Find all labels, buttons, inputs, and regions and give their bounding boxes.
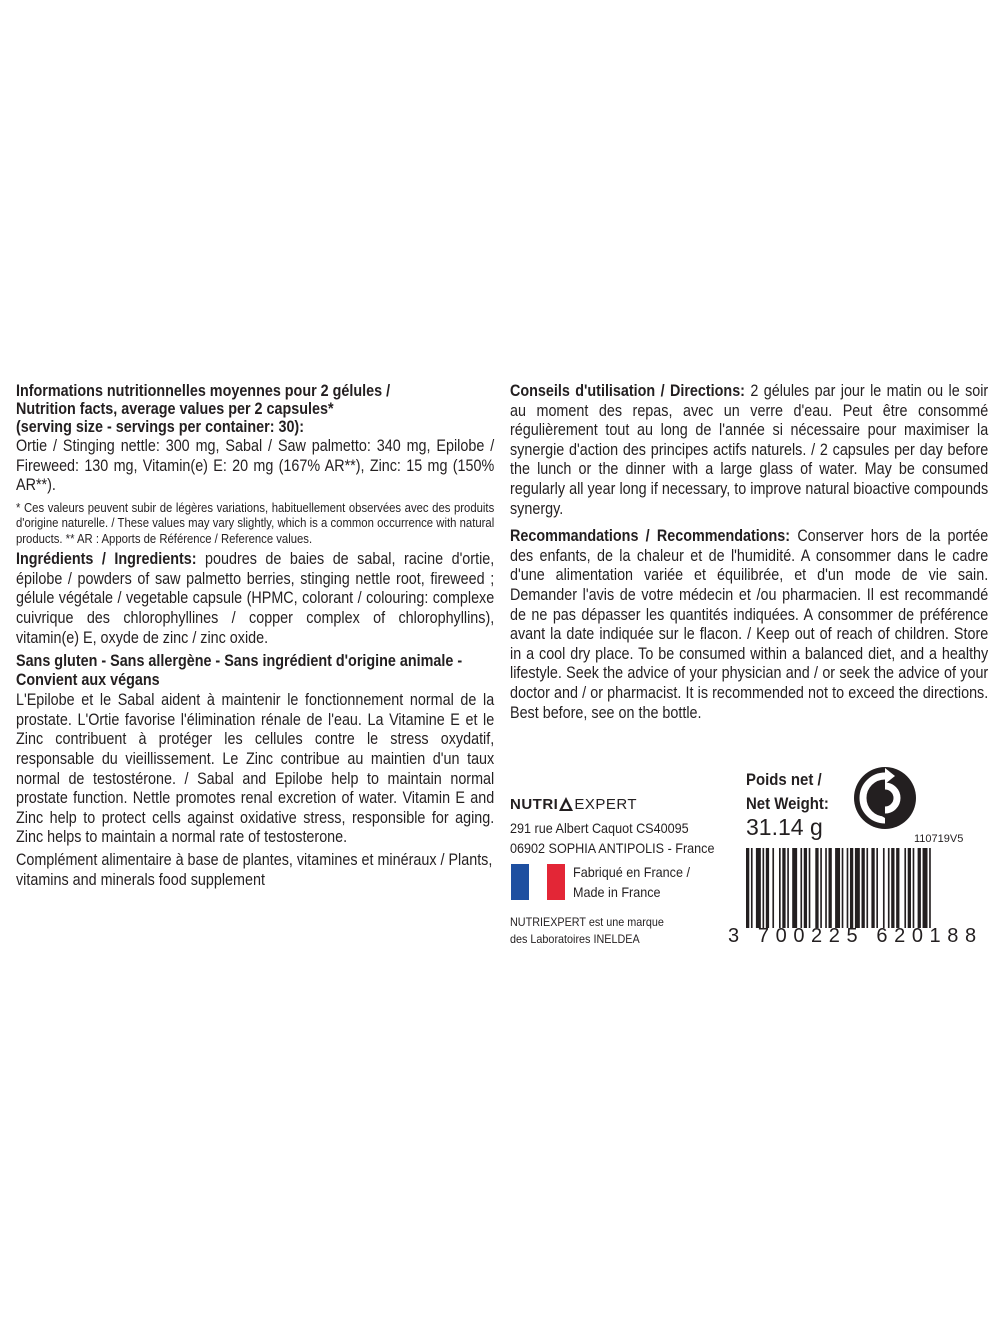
barcode-bar [896,848,899,928]
lot-code: 110719V5 [914,833,964,845]
barcode-bar [804,848,807,928]
french-flag-icon [511,864,565,900]
nutrition-values: Ortie / Stinging nettle: 300 mg, Sabal / Saw palmetto: 340 mg, Epilobe / Fireweed: 130 mg, Vitamin(e) E: 20 mg (167% AR**), Zinc: 15 mg (150% AR**). [16,437,495,495]
made-line-en: Made in France [573,884,661,900]
barcode-bar [782,848,785,928]
brand-statement [510,914,681,948]
brand-line-1: NUTRIEXPERT est une marque [510,915,664,929]
company-address [510,818,737,858]
flag-stripe-red [547,864,565,900]
barcode-bar [766,848,769,928]
flag-stripe-white [529,864,547,900]
barcode-bar [929,848,931,928]
ingredients-label: Ingrédients / Ingredients: [16,550,197,569]
barcode-bar [835,848,840,928]
weight-label-fr: Poids net / [746,770,822,789]
barcode-bar [847,848,849,928]
logo-expert: EXPERT [574,796,638,813]
directions [510,382,988,519]
barcode-bar [800,848,802,928]
barcode-bar [923,848,928,928]
barcode-bar [751,848,753,928]
barcode-bar [904,848,906,928]
recommendations-label: Recommandations / Recommendations: [510,527,791,546]
barcode-bar [763,848,765,928]
barcode-bar [883,848,885,928]
barcode-bar [809,848,811,928]
barcode-bar [871,848,874,928]
barcode-bar [825,848,827,928]
address-line-2: 06902 SOPHIA ANTIPOLIS - France [510,840,715,856]
recommendations [510,527,988,723]
barcode-bar [772,848,774,928]
directions-text: 2 gélules par jour le matin ou le soir au moment des repas, avec un verre d'eau. Peut être consommé régulièrement tout au long de l'année si nécessaire pour maximiser la synergie d'action des principes actifs naturels. / 2 capsules per day before the lunch or the dinner with a large glass of water. May be consumed regularly all year long if necessary, to improve natural bioactive compounds synergy. [510,382,989,518]
barcode-bar [876,848,878,928]
barcode-bar [829,848,832,928]
barcode-bar [891,848,894,928]
barcode-bar [756,848,761,928]
barcode-bar [862,848,865,928]
left-column [16,382,494,890]
barcode-bar [746,848,749,928]
flag-stripe-blue [511,864,529,900]
made-line-fr: Fabriqué en France / [573,864,690,880]
address-line-1: 291 rue Albert Caquot CS40095 [510,820,689,836]
barcode-bar [888,848,890,928]
barcode-number: 3 700225 620188 [728,925,983,947]
weight-label-en: Net Weight: [746,794,829,813]
green-dot-icon [853,766,917,830]
recommendations-text: Conserver hors de la portée des enfants, de la chaleur et de l'humidité. A consommer dans le cadre d'une alimentation variée et équilibrée, et d'un mode de vie sain. Demander l'avis de votre médecin et /ou pharmacien. Il est recommandé de ne pas dépasser les quantités indiquées. A consommer de préférence avant la date indiquée sur le flacon. / Keep out of reach of children. Store in a cool dry place. To be consumed within a balanced diet, and a healthy lifestyle. Seek the advice of your physician and / or seek the advice of your doctor and / or pharmacist. It is recommended not to exceed the directions. Best before, see on the bottle. [510,527,989,722]
barcode-bar [866,848,868,928]
barcode-bar [918,848,921,928]
serving-size: (serving size - servings per container: 30): [16,418,304,436]
brand-line-2: des Laboratoires INELDEA [510,932,640,946]
health-claims: L'Epilobe et le Sabal aident à maintenir le fonctionnement normal de la prostate. L'Ortie favorise l'élimination rénale de l'eau. La Vitamine E et le Zinc contribuent à protéger les cellules contre le stress oxydatif, responsable du vieillissement. Le Zinc contribue au maintien d'un taux normal de testostérone. / Sabal and Epilobe help to maintain normal prostate function. Nettle promotes renal excretion of water. Vitamin E and Zinc help to protect cells against oxidative stress, responsible for aging. Zinc helps to maintain a normal rate of testosterone. [16,691,495,847]
barcode-bar [779,848,781,928]
barcode-bar [820,848,822,928]
ingredients [16,550,494,648]
directions-label: Conseils d'utilisation / Directions: [510,382,745,400]
barcode-bar [855,848,860,928]
barcode-bar [842,848,844,928]
logo-nutri: NUTRI [510,796,559,813]
barcode-bar [787,848,789,928]
net-weight-label [746,768,840,816]
barcode-bar [815,848,818,928]
made-in-france [573,862,703,902]
allergen-line: Sans gluten - Sans allergène - Sans ingrédient d'origine animale - Convient aux végans [16,652,463,690]
barcode-bar [913,848,915,928]
nutrition-title-en: Nutrition facts, average values per 2 capsules* [16,400,334,418]
barcode-bar [850,848,853,928]
nutrition-title-fr: Informations nutritionnelles moyennes pour 2 gélules / [16,382,391,400]
nutriexpert-logo [510,796,637,813]
footnote: * Ces valeurs peuvent subir de légères variations, habituellement observées avec des produits d'origine naturelle. / These values may vary slightly, which is a common occurrence with natural products. ** AR : Apports de Référence / Reference values. [16,499,495,546]
barcode [746,848,986,928]
ingredients-text: poudres de baies de sabal, racine d'ortie, épilobe / powders of saw palmetto berries, stinging nettle root, fireweed ; gélule végétale / vegetable capsule (HPMC, colorant / colouring: complexe cuivrique des chlorophyllines / copper complex of chlorophyllins), vitamin(e) E, oxyde de zinc / zinc oxide. [16,550,495,647]
logo-triangle-icon [559,797,573,811]
supplement-statement: Complément alimentaire à base de plantes, vitamines et minéraux / Plants, vitamins and minerals food supplement [16,851,493,889]
barcode-bar [908,848,911,928]
barcode-bar [792,848,797,928]
net-weight-value: 31.14 g [746,814,823,840]
right-column [510,382,988,723]
